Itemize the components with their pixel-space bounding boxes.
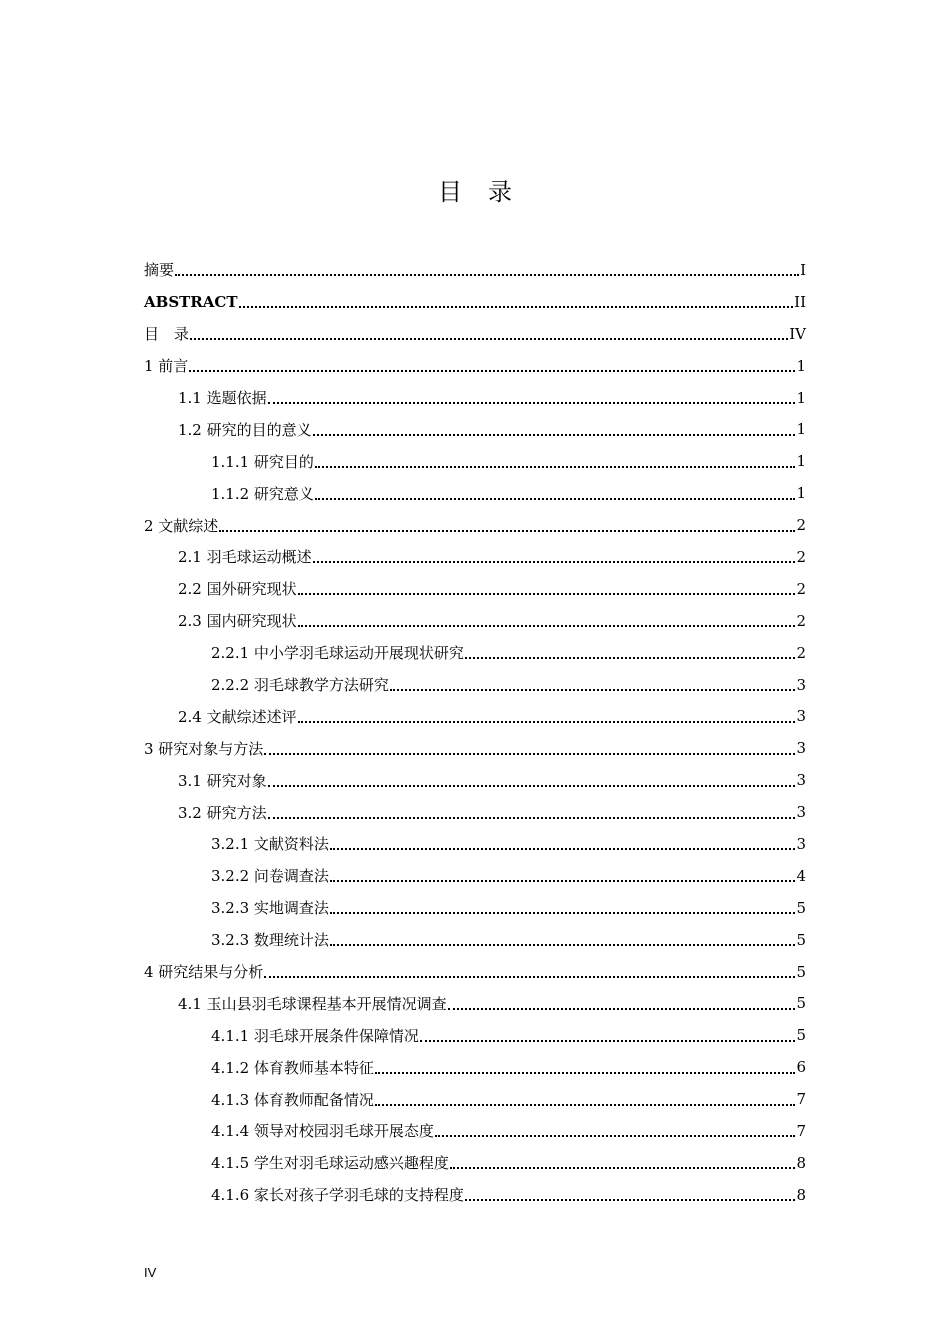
- toc-entry-label: 3.2.1 文献资料法: [211, 835, 329, 854]
- toc-entry-label: 摘要: [144, 261, 175, 280]
- toc-entry-page: 3: [796, 771, 806, 790]
- toc-entry[interactable]: [144, 413, 806, 445]
- toc-leader-dots: [465, 1184, 796, 1201]
- toc-leader-dots: [219, 515, 795, 532]
- toc-entry-label: 3.2.3 实地调查法: [211, 899, 329, 918]
- toc-entry[interactable]: [144, 637, 806, 669]
- toc-entry-label: 3 研究对象与方法: [144, 739, 264, 758]
- toc-leader-dots: [239, 291, 794, 308]
- toc-entry-label: 1 前言: [144, 357, 189, 376]
- toc-leader-dots: [448, 993, 796, 1010]
- toc-entry[interactable]: [144, 796, 806, 828]
- toc-entry-label: 2.2.1 中小学羽毛球运动开展现状研究: [211, 644, 464, 663]
- toc-entry[interactable]: [144, 1147, 806, 1179]
- toc-entry[interactable]: [144, 477, 806, 509]
- toc-entry-page: 3: [796, 707, 806, 726]
- toc-entry[interactable]: [144, 445, 806, 477]
- toc-entry-page: 2: [796, 611, 806, 630]
- toc-leader-dots: [390, 674, 796, 691]
- toc-entry-label: 4.1.2 体育教师基本特征: [211, 1058, 374, 1077]
- toc-entry-page: 3: [796, 834, 806, 853]
- toc-leader-dots: [330, 929, 796, 946]
- toc-entry-label: ABSTRACT: [144, 292, 238, 311]
- toc-entry[interactable]: [144, 254, 806, 286]
- toc-leader-dots: [298, 578, 796, 595]
- toc-leader-dots: [315, 451, 796, 468]
- toc-entry[interactable]: [144, 509, 806, 541]
- page-title: 目录: [438, 178, 538, 206]
- toc-entry-label: 3.2.3 数理统计法: [211, 931, 329, 950]
- toc-entry[interactable]: [144, 987, 806, 1019]
- toc-leader-dots: [190, 323, 788, 340]
- toc-entry-label: 3.2.2 问卷调查法: [211, 867, 329, 886]
- toc-entry-page: 5: [796, 962, 806, 981]
- toc-entry-page: 5: [796, 930, 806, 949]
- toc-entry[interactable]: [144, 669, 806, 701]
- toc-entry[interactable]: [144, 573, 806, 605]
- toc-entry[interactable]: [144, 318, 806, 350]
- toc-entry-page: 5: [796, 1026, 806, 1045]
- toc-entry-label: 2.1 羽毛球运动概述: [178, 548, 312, 567]
- toc-entry-page: 7: [796, 1090, 806, 1109]
- toc-entry-page: 3: [796, 675, 806, 694]
- toc-leader-dots: [268, 387, 796, 404]
- toc-entry-page: 1: [796, 452, 806, 471]
- toc-leader-dots: [420, 1025, 796, 1042]
- toc-entry-page: 3: [796, 739, 806, 758]
- toc-leader-dots: [298, 610, 796, 627]
- toc-entry-page: 5: [796, 898, 806, 917]
- toc-entry[interactable]: [144, 860, 806, 892]
- toc-entry[interactable]: [144, 1083, 806, 1115]
- toc-entry-label: 1.1 选题依据: [178, 389, 267, 407]
- toc-entry-page: I: [800, 260, 806, 279]
- toc-leader-dots: [375, 1057, 796, 1074]
- toc-entry-page: 4: [796, 866, 806, 885]
- toc-entry-label: 目 录: [144, 325, 190, 344]
- toc-leader-dots: [465, 642, 796, 659]
- toc-entry[interactable]: [144, 382, 806, 414]
- toc-leader-dots: [264, 738, 795, 755]
- toc-entry-page: 1: [796, 388, 806, 407]
- toc-leader-dots: [435, 1120, 796, 1137]
- toc-leader-dots: [330, 865, 796, 882]
- toc-leader-dots: [189, 355, 795, 372]
- toc-entry-page: 5: [796, 994, 806, 1013]
- toc-entry-page: 3: [796, 803, 806, 822]
- toc-entry[interactable]: [144, 1019, 806, 1051]
- toc-entry-label: 1.1.1 研究目的: [211, 452, 314, 471]
- toc-entry-page: 2: [796, 516, 806, 535]
- toc-entry-label: 2.2.2 羽毛球教学方法研究: [211, 676, 389, 695]
- toc-entry-page: 2: [796, 547, 806, 566]
- toc-entry[interactable]: [144, 892, 806, 924]
- toc-entry[interactable]: [144, 286, 806, 318]
- toc-entry-label: 4 研究结果与分析: [144, 963, 264, 982]
- toc-entry[interactable]: [144, 1051, 806, 1083]
- toc-entry-page: 1: [796, 356, 806, 375]
- toc-entry[interactable]: [144, 541, 806, 573]
- toc-entry-label: 1.1.2 研究意义: [211, 484, 314, 503]
- toc-leader-dots: [450, 1152, 796, 1169]
- toc-entry[interactable]: [144, 764, 806, 796]
- toc-leader-dots: [330, 833, 796, 850]
- toc-entry-page: 1: [796, 420, 806, 439]
- toc-entry-page: 2: [796, 643, 806, 662]
- toc-entry-label: 4.1.1 羽毛球开展条件保障情况: [211, 1026, 419, 1045]
- toc-entry-label: 4.1 玉山县羽毛球课程基本开展情况调查: [178, 994, 447, 1013]
- toc-leader-dots: [268, 770, 796, 787]
- toc-entry-label: 3.1 研究对象: [178, 771, 267, 790]
- toc-entry-label: 2.4 文献综述述评: [178, 707, 297, 726]
- toc-leader-dots: [298, 706, 796, 723]
- toc-entry-label: 3.2 研究方法: [178, 803, 267, 822]
- toc-entry-label: 4.1.3 体育教师配备情况: [211, 1090, 374, 1109]
- footer-page-number: IV: [144, 1265, 157, 1280]
- toc-leader-dots: [175, 259, 799, 276]
- toc-entry-label: 2 文献综述: [144, 516, 219, 535]
- toc-entry[interactable]: [144, 1115, 806, 1147]
- toc-entry-label: 4.1.5 学生对羽毛球运动感兴趣程度: [211, 1154, 449, 1173]
- toc-entry-page: 6: [796, 1058, 806, 1077]
- toc-entry-page: 7: [796, 1121, 806, 1140]
- toc-leader-dots: [330, 897, 796, 914]
- toc-leader-dots: [315, 483, 796, 500]
- toc-entry-page: IV: [789, 324, 806, 343]
- toc-leader-dots: [268, 802, 796, 819]
- toc-entry-label: 1.2 研究的目的意义: [178, 420, 312, 439]
- toc-entry[interactable]: [144, 350, 806, 382]
- toc-leader-dots: [375, 1089, 796, 1106]
- toc-entry-page: 8: [796, 1185, 806, 1204]
- toc-entry-page: II: [794, 292, 806, 311]
- toc-entry-page: 8: [796, 1153, 806, 1172]
- toc-entry-label: 2.2 国外研究现状: [178, 580, 297, 599]
- toc-entry-label: 2.3 国内研究现状: [178, 612, 297, 631]
- toc-entry[interactable]: [144, 956, 806, 988]
- toc-leader-dots: [264, 961, 795, 978]
- toc-entry-label: 4.1.4 领导对校园羽毛球开展态度: [211, 1122, 434, 1141]
- toc-entry-page: 2: [796, 579, 806, 598]
- toc-entry[interactable]: [144, 605, 806, 637]
- toc-entry-label: 4.1.6 家长对孩子学羽毛球的支持程度: [211, 1186, 464, 1205]
- toc-entry-page: 1: [796, 484, 806, 503]
- toc-leader-dots: [313, 419, 796, 436]
- toc-entry[interactable]: [144, 732, 806, 764]
- toc-entry[interactable]: [144, 1179, 806, 1211]
- table-of-contents: [144, 254, 806, 1211]
- toc-leader-dots: [313, 546, 796, 563]
- toc-entry[interactable]: [144, 924, 806, 956]
- toc-entry[interactable]: [144, 828, 806, 860]
- toc-entry[interactable]: [144, 700, 806, 732]
